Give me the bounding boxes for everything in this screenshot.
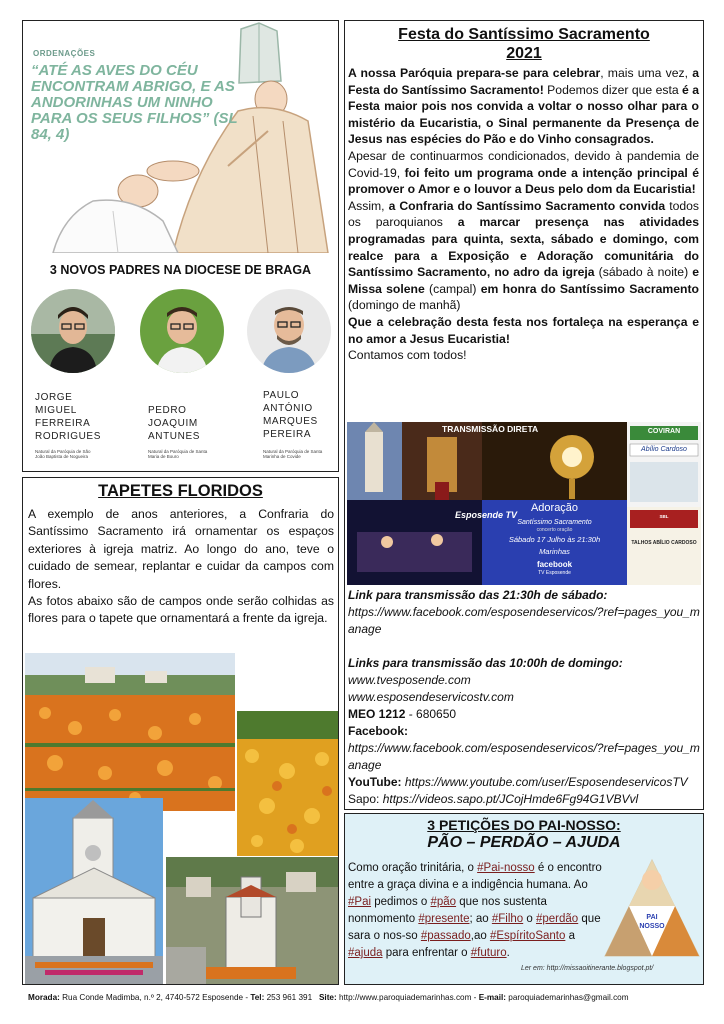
poster-tv-name: Esposende TV: [455, 510, 518, 520]
pyramid-icon: [603, 856, 701, 962]
broadcast-links: [348, 587, 702, 808]
pyramid-label-1: PAI: [646, 914, 658, 921]
church-photo: [25, 798, 163, 984]
petition-text: ; ao: [469, 913, 492, 925]
hashtag-link[interactable]: #pão: [430, 896, 457, 908]
petition-text: pedimos o: [371, 896, 431, 908]
meo-line: MEO 1212 - 680650: [348, 707, 457, 721]
poster-line2: concerto oração: [536, 527, 573, 533]
petition-text: que nos sustenta nonmomento: [348, 896, 547, 925]
hashtag-link[interactable]: #Pai-nosso: [477, 862, 535, 874]
fp1-run: Podemos dizer que esta: [543, 82, 683, 97]
poster-banner: TRANSMISSÃO DIRETA: [442, 424, 539, 434]
sunday-link-1[interactable]: www.tvesposende.com: [348, 673, 471, 687]
fp3-run: (sábado à noite): [594, 265, 693, 280]
priest-photo-3: [247, 289, 331, 373]
tapetes-body: [23, 501, 338, 628]
address: Rua Conde Madimba, n.º 2, 4740-572 Esposende -: [59, 993, 251, 1002]
tapetes-title: TAPETES FLORIDOS: [98, 482, 263, 500]
priest-origin-3: Natural da Paróquia de Santa Marinha de Covide: [263, 449, 323, 459]
fp3-run: a Confraria do Santíssimo Sacramento convida: [388, 198, 666, 213]
hashtag-link[interactable]: #presente: [418, 913, 470, 925]
peticoes-section: [344, 813, 704, 985]
facebook-label: Facebook:: [348, 724, 409, 738]
quote-text: “ATÉ AS AVES DO CÉU ENCONTRAM ABRIGO, E AS ANDORINHAS UM NINHO PARA OS SEUS FILHOS”: [31, 62, 235, 127]
quote-reference: (SL 84, 4): [31, 110, 238, 143]
poster-facebook: facebook: [536, 560, 573, 569]
hashtag-link[interactable]: #perdão: [536, 913, 579, 925]
petition-text: que sara o nos-so: [348, 913, 601, 942]
fp3-run: (domingo de manhã): [348, 298, 461, 313]
fp1-run: A nossa Paróquia prepara-se para celebrar: [348, 66, 601, 80]
fp1-run: a Festa do Santíssimo Sacramento!: [348, 66, 699, 97]
youtube-link[interactable]: https://www.youtube.com/user/EsposendeservicosTV: [401, 775, 688, 789]
sponsor-2: TALHOS ABÍLIO CARDOSO: [631, 540, 697, 546]
tapetes-paragraph-1: A exemplo de anos anteriores, a Confraria do Santíssimo Sacramento irá ornamentar os espaços exteriores à igreja matriz. Ao longo do ano, teve o cuidado de semear, replantar e cuidar da campos com flores.: [28, 507, 334, 591]
aerial-church-photo: [166, 857, 338, 984]
poster-line1: Santíssimo Sacramento: [517, 519, 592, 526]
festa-body: [345, 63, 703, 364]
tapetes-paragraph-2: As fotos abaixo são de campos onde serão colhidas as flores para o tapete que ornamentará a frente da igreja.: [28, 594, 334, 626]
hashtag-link[interactable]: #ajuda: [348, 947, 383, 959]
saturday-link-title: Link para transmissão das 21:30h de sábado:: [348, 588, 608, 602]
fp2-run: Apesar de continuarmos condicionados, devido à pandemia de Covid-19,: [348, 148, 699, 180]
petition-text: é o encontro entre a graça divina e a indigência humana. Ao: [348, 862, 602, 891]
pai-nosso-pyramid: [603, 856, 701, 962]
sunday-link-2[interactable]: www.esposendeservicostv.com: [348, 690, 514, 704]
fp3-run: em honra do Santíssimo Sacramento: [480, 281, 699, 296]
petition-text: para enfrentar o: [382, 947, 471, 959]
fp2-run: foi feito um programa onde a intenção principal é promover o Amor e o louvor a Deus pelo dom da Eucaristia!: [348, 165, 699, 197]
petition-text: .: [506, 947, 510, 959]
priest-name-1: JORGE MIGUEL FERREIRA RODRIGUES: [35, 392, 101, 442]
peticoes-title: 3 PETIÇÕES DO PAI-NOSSO:: [427, 817, 621, 833]
festa-paragraph-4: Que a celebração desta festa nos fortaleça na esperança e no amor a Jesus Eucaristia!: [348, 314, 699, 346]
ordinations-label: ORDENAÇÕES: [33, 49, 96, 58]
poster-facebook-sub: TV Esposende: [538, 570, 571, 576]
sapo-link[interactable]: https://videos.sapo.pt/JCojHmde6Fg94G1VBVvl: [379, 792, 639, 806]
pyramid-label-2: NOSSO: [639, 923, 665, 930]
petition-text: a: [565, 930, 575, 942]
page-footer: Morada: Rua Conde Madimba, n.º 2, 4740-572 Esposende - Tel: 253 961 391 Site: http://www.paroquiademarinhas.com - E-mail: paroquiademarinhas@gmail.com: [28, 993, 629, 1002]
poster-line3: Sábado 17 Julho às 21:30h: [508, 535, 601, 544]
petition-text: ,ao: [470, 930, 490, 942]
youtube-line: YouTube: https://www.youtube.com/user/EsposendeservicosTV: [348, 775, 688, 789]
festa-paragraph-3: [348, 198, 699, 314]
poster-heading: Adoração: [530, 502, 579, 514]
festa-paragraph-1: [348, 65, 699, 148]
priest-origin-2: Natural da Paróquia de Santa Maria de Bouro: [148, 449, 208, 459]
phone: 253 961 391: [264, 993, 313, 1002]
site-link[interactable]: http://www.paroquiademarinhas.com -: [336, 993, 479, 1002]
fp1-run: é a Festa maior pois nos convida a voltar o nosso olhar para o mistério da Eucaristia, o Sinal permanente da Presença de Jesus nas espécies do Pão e do Vinho consagrados.: [348, 82, 699, 147]
petition-text: Como oração trinitária, o: [348, 862, 478, 874]
fp3-run: (campal): [424, 281, 481, 296]
hashtag-link[interactable]: #passado: [420, 930, 471, 942]
hashtag-link[interactable]: #Pai: [348, 896, 372, 908]
priest-photo-2: [140, 289, 224, 373]
tapetes-section: [22, 477, 339, 985]
hashtag-link[interactable]: #EspíritoSanto: [489, 930, 566, 942]
hashtag-link[interactable]: #futuro: [470, 947, 507, 959]
priest-photo-1: [31, 289, 115, 373]
fp3-run: Assim,: [348, 198, 389, 213]
priest-name-3: PAULO ANTÓNIO MARQUES PEREIRA: [263, 390, 318, 440]
festa-paragraph-5: Contamos com todos!: [348, 348, 467, 363]
read-more-link[interactable]: Ler em: http://missaoitinerante.blogspot.pt/: [521, 965, 654, 972]
fp3-run: a marcar presença nas atividades programadas para quinta, sexta, sábado e domingo, com realce para a Exposição e Adoração comunitária do Santíssimo Sacramento, no adro da igreja: [348, 215, 699, 280]
festa-title: Festa do Santíssimo Sacramento 2021: [398, 26, 650, 62]
sunday-links-title: Links para transmissão das 10:00h de domingo:: [348, 656, 623, 670]
saturday-link[interactable]: https://www.facebook.com/esposendeservicos/?ref=pages_you_manage: [348, 605, 700, 636]
fp3-run: todos os paroquianos: [348, 198, 700, 230]
fp3-run: e Missa solene: [348, 265, 699, 296]
peticoes-subtitle: PÃO – PERDÃO – AJUDA: [427, 834, 621, 851]
peticoes-body: [348, 860, 603, 962]
broadcast-poster: [347, 422, 701, 585]
sponsor-1: COVIRAN: [647, 428, 681, 435]
flower-field-photo-2: [237, 711, 338, 856]
facebook-link[interactable]: https://www.facebook.com/esposendeservicos/?ref=pages_you_manage: [348, 741, 700, 772]
psalm-quote: [31, 63, 241, 143]
email-link[interactable]: paroquiademarinhas@gmail.com: [506, 993, 629, 1002]
hashtag-link[interactable]: #Filho: [491, 913, 524, 925]
ordination-illustration: [23, 21, 338, 253]
ordinations-section: [22, 20, 339, 472]
festa-section: [344, 20, 704, 810]
sapo-line: Sapo: https://videos.sapo.pt/JCojHmde6Fg94G1VBVvl: [348, 792, 639, 806]
festa-paragraph-2: [348, 148, 699, 198]
priest-name-2: PEDRO JOAQUIM ANTUNES: [148, 405, 200, 442]
flower-field-photo-1: [25, 653, 235, 811]
petition-text: o: [523, 913, 536, 925]
sponsor-1b: Abílio Cardoso: [641, 446, 687, 453]
priest-origin-1: Natural da Paróquia de São João Baptista de Nogueira: [35, 449, 91, 459]
sponsor-2b: SBL: [659, 514, 669, 519]
new-priests-title: 3 NOVOS PADRES NA DIOCESE DE BRAGA: [49, 263, 312, 277]
fp1-run: , mais uma vez,: [600, 66, 693, 80]
poster-line4: Marinhas: [539, 547, 570, 556]
